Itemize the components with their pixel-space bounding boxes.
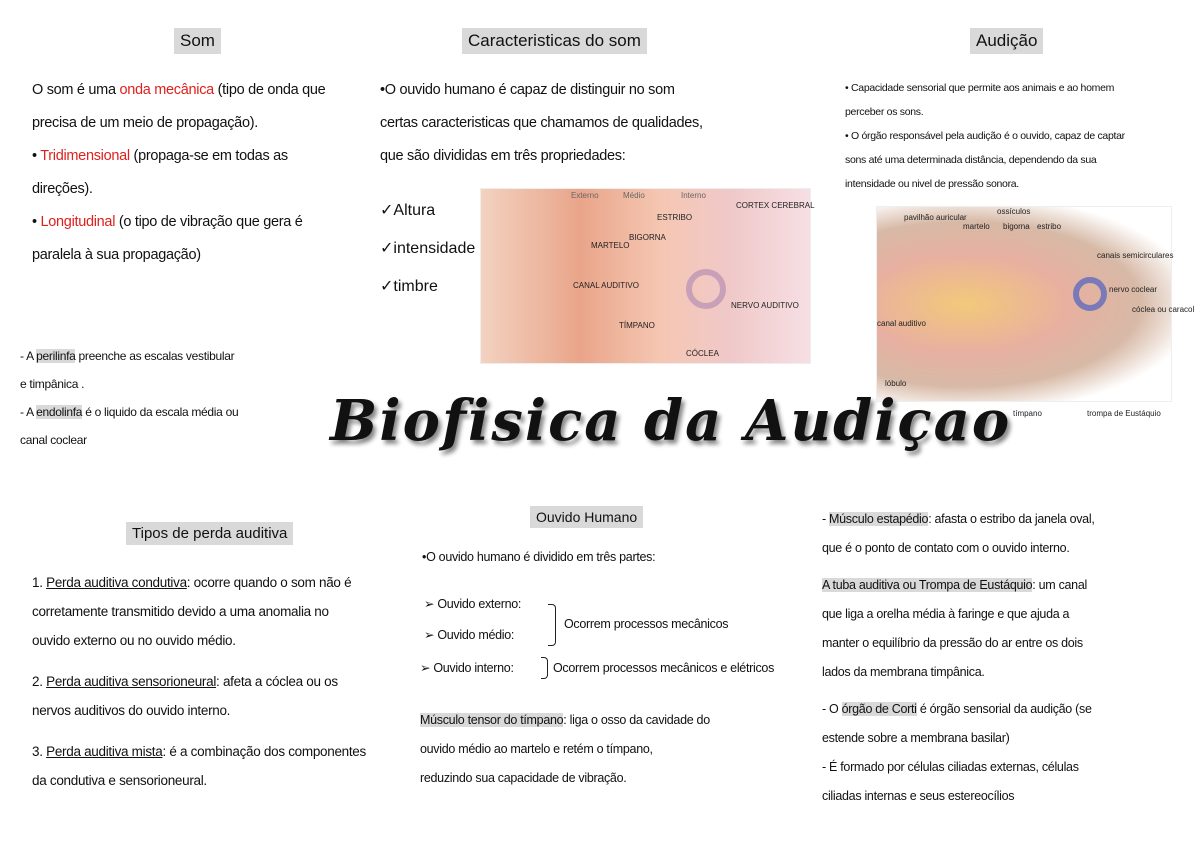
caracteristicas-heading: Caracteristicas do som xyxy=(462,28,647,54)
audicao-heading: Audição xyxy=(970,28,1043,54)
linfa-text: - A perilinfa preenche as escalas vestibular e timpânica . - A endolinfa é o liquido da escala média ou canal coclear xyxy=(20,349,239,447)
brace-eletricos xyxy=(541,657,548,679)
caracteristicas-text: •O ouvido humano é capaz de distinguir no som certas caracteristicas que chamamos de qualidades, que são divididas em três propriedades: xyxy=(380,82,703,164)
ouvido-interno: ➢ Ouvido interno: xyxy=(420,661,514,675)
ear-anatomy-diagram: Externo Médio Interno CORTEX CEREBRAL ESTRIBO BIGORNA MARTELO CANAL AUDITIVO TÍMPANO CÓCLEA NERVO AUDITIVO xyxy=(480,188,811,364)
som-text: O som é uma onda mecânica (tipo de onda que precisa de um meio de propagação). • Tridimensional (propaga-se em todas as direções). • Longitudinal (o tipo de vibração que gera é paralela à sua propagação) xyxy=(32,82,326,263)
ouvido-intro: •O ouvido humano é dividido em três partes: xyxy=(422,550,656,564)
brace-mecanicos xyxy=(548,604,556,646)
direita-text: - Músculo estapédio: afasta o estribo da janela oval, que é o ponto de contato com o ouvido interno. A tuba auditiva ou Trompa de Eustáquio: um canal que liga a orelha média à faringe e que ajuda a manter o equilíbrio da pressão do ar entre os dois lados da membrana timpânica. - O órgão de Corti é órgão sensorial da audição (se estende sobre a membrana basilar) - É formado por células ciliadas externas, células ciliadas internas e seus estereocílios xyxy=(822,512,1095,803)
ear-structure-diagram: pavilhão auricular ossículos martelo bigorna estribo canais semicirculares nervo coclear cóclea ou caracol canal auditivo lóbulo tímpano trompa de Eustáquio xyxy=(877,207,1195,418)
som-heading: Som xyxy=(174,28,221,54)
page-title: Biofisica da Audiçao xyxy=(330,388,1012,454)
cochlea-shape xyxy=(686,269,726,309)
ouvido-externo: ➢ Ouvido externo: xyxy=(424,597,522,611)
qualidades-list: ✓Altura ✓intensidade ✓timbre xyxy=(380,202,476,295)
group-eletricos: Ocorrem processos mecânicos e elétricos xyxy=(553,661,775,675)
ouvido-medio: ➢ Ouvido médio: xyxy=(424,628,515,642)
ouvido-heading: Ouvido Humano xyxy=(530,506,643,528)
audicao-text: • Capacidade sensorial que permite aos animais e ao homem perceber os sons. • O órgão responsável pela audição é o ouvido, capaz de captar sons até uma determinada distância, dependendo da sua intensidade ou nivel de pressão sonora. xyxy=(845,82,1125,190)
group-mecanicos: Ocorrem processos mecânicos xyxy=(564,617,729,631)
perda-text: 1. Perda auditiva condutiva: ocorre quando o som não é corretamente transmitido devido a uma anomalia no ouvido externo ou no ouvido médio. 2. Perda auditiva sensorioneural: afeta a cóclea ou os nervos auditivos do ouvido interno. 3. Perda auditiva mista: é a combinação dos componentes da condutiva e sensorioneural. xyxy=(32,575,366,788)
cochlea-shape xyxy=(1073,277,1107,311)
tensor-timpano-text: Músculo tensor do tímpano: liga o osso da cavidade do ouvido médio ao martelo e retém o tímpano, reduzindo sua capacidade de vibração. xyxy=(420,713,710,785)
perda-heading: Tipos de perda auditiva xyxy=(126,522,293,545)
